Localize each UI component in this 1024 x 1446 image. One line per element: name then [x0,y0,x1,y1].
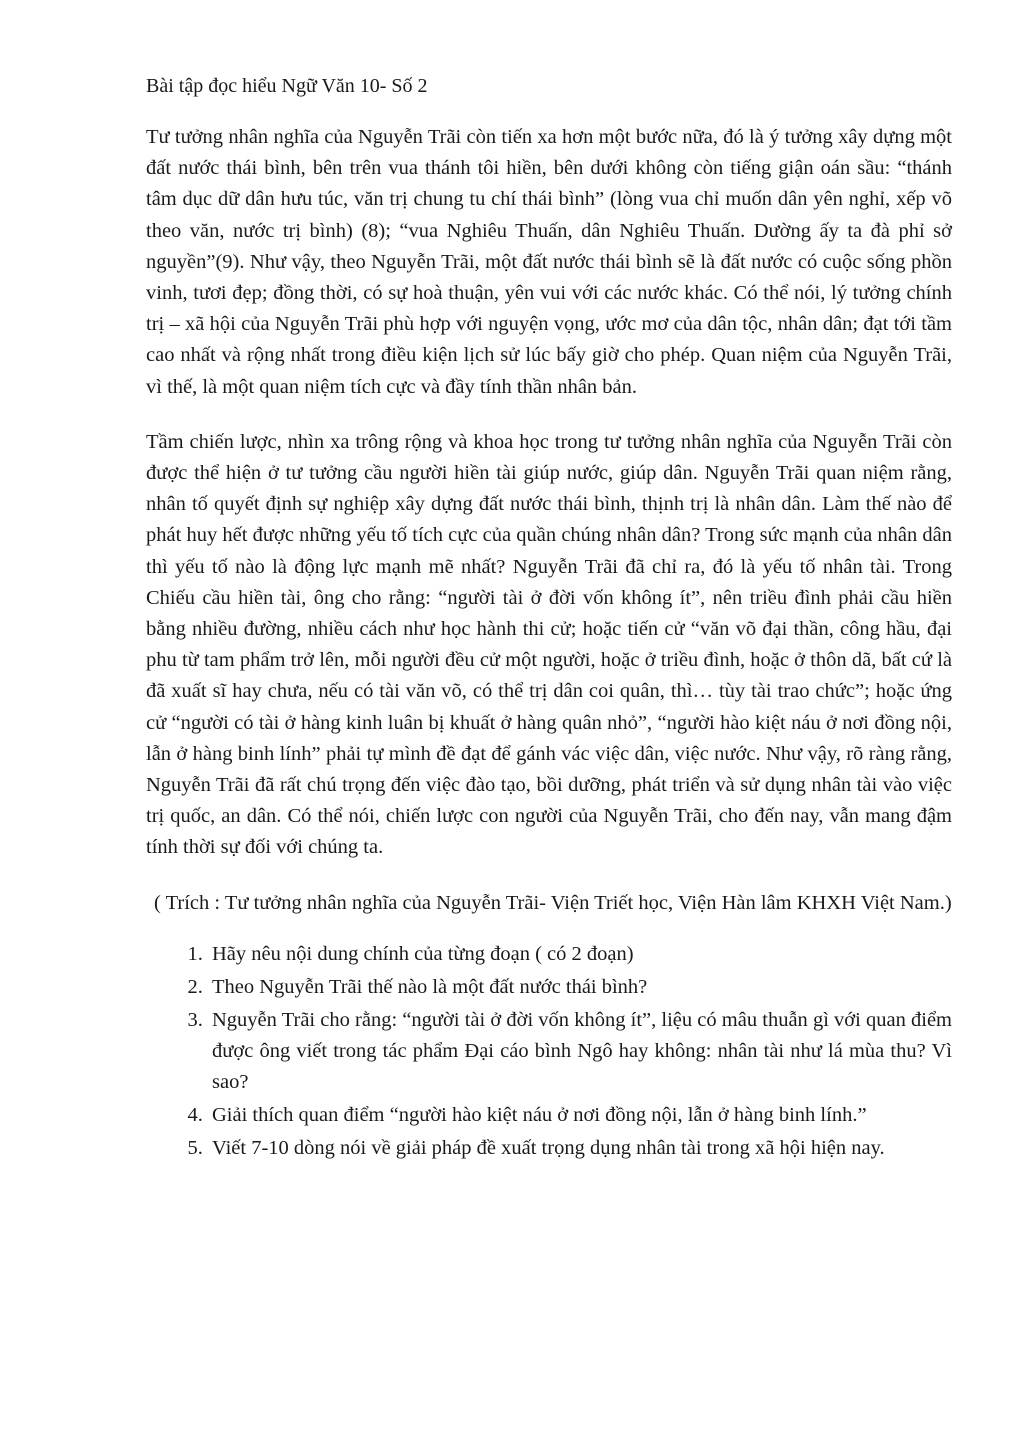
question-list [146,939,952,1164]
paragraph-1: Tư tưởng nhân nghĩa của Nguyễn Trãi còn tiến xa hơn một bước nữa, đó là ý tưởng xây dựng một đất nước thái bình, bên trên vua thánh tôi hiền, bên dưới không còn tiếng giận oán sầu: “thánh tâm dục dữ dân hưu túc, văn trị chung tu chí thái bình” (lòng vua chỉ muốn dân yên nghỉ, xếp võ theo văn, nước trị bình) (8); “vua Nghiêu Thuấn, dân Nghiêu Thuấn. Dường ấy ta đà phỉ sở nguyền”(9). Như vậy, theo Nguyễn Trãi, một đất nước thái bình sẽ là đất nước có cuộc sống phồn vinh, tươi đẹp; đồng thời, có sự hoà thuận, yên vui với các nước khác. Có thể nói, lý tưởng chính trị – xã hội của Nguyễn Trãi phù hợp với nguyện vọng, ước mơ của dân tộc, nhân dân; đạt tới tầm cao nhất và rộng nhất trong điều kiện lịch sử lúc bấy giờ cho phép. Quan niệm của Nguyễn Trãi, vì thế, là một quan niệm tích cực và đầy tính thần nhân bản. [146,126,952,398]
question-item: 4. Giải thích quan điểm “người hào kiệt náu ở nơi đồng nội, lẫn ở hàng binh lính.” [208,1100,952,1131]
paragraph-2: Tầm chiến lược, nhìn xa trông rộng và khoa học trong tư tưởng nhân nghĩa của Nguyễn Trãi còn được thể hiện ở tư tưởng cầu người hiền tài giúp nước, giúp dân. Nguyễn Trãi quan niệm rằng, nhân tố quyết định sự nghiệp xây dựng đất nước thái bình, thịnh trị là nhân dân. Làm thế nào để phát huy hết được những yếu tố tích cực của quần chúng nhân dân? Trong sức mạnh của nhân dân thì yếu tố nào là động lực mạnh mẽ nhất? Nguyễn Trãi đã chỉ ra, đó là yếu tố nhân tài. Trong Chiếu cầu hiền tài, ông cho rằng: “người tài ở đời vốn không ít”, nên triều đình phải cầu hiền bằng nhiều đường, nhiều cách như học hành thi cử; hoặc tiến cử “văn võ đại thần, công hầu, đại phu từ tam phẩm trở lên, mỗi người đều cử một người, hoặc ở triều đình, hoặc ở thôn dã, bất cứ là đã xuất sĩ hay chưa, nếu có tài văn võ, có thể trị dân coi quân, thì… tùy tài trao chức”; hoặc ứng cử “người có tài ở hàng kinh luân bị khuất ở hàng quân nhỏ”, “người hào kiệt náu ở nơi đồng nội, lẫn ở hàng binh lính” phải tự mình đề đạt để gánh vác việc dân, việc nước. Như vậy, rõ ràng rằng, Nguyễn Trãi đã rất chú trọng đến việc đào tạo, bồi dưỡng, phát triển và sử dụng nhân tài vào việc trị quốc, an dân. Có thể nói, chiến lược con người của Nguyễn Trãi, cho đến nay, vẫn mang đậm tính thời sự đối với chúng ta. [146,430,952,859]
question-item: 1. Hãy nêu nội dung chính của từng đoạn ( có 2 đoạn) [208,939,952,970]
question-item: 2. Theo Nguyễn Trãi thế nào là một đất nước thái bình? [208,972,952,1003]
question-item: 5. Viết 7-10 dòng nói về giải pháp đề xuất trọng dụng nhân tài trong xã hội hiện nay. [208,1133,952,1164]
source-citation [146,888,952,919]
document-page [146,72,952,1166]
document-title: Bài tập đọc hiểu Ngữ Văn 10- Số 2 [146,75,428,97]
source-text: ( Trích : Tư tưởng nhân nghĩa của Nguyễn Trãi- Viện Triết học, Viện Hàn lâm KHXH Việt Nam.) [154,891,952,914]
question-item: 3. Nguyễn Trãi cho rằng: “người tài ở đời vốn không ít”, liệu có mâu thuẫn gì với quan điểm được ông viết trong tác phẩm Đại cáo bình Ngô hay không: nhân tài như lá mùa thu? Vì sao? [208,1005,952,1098]
